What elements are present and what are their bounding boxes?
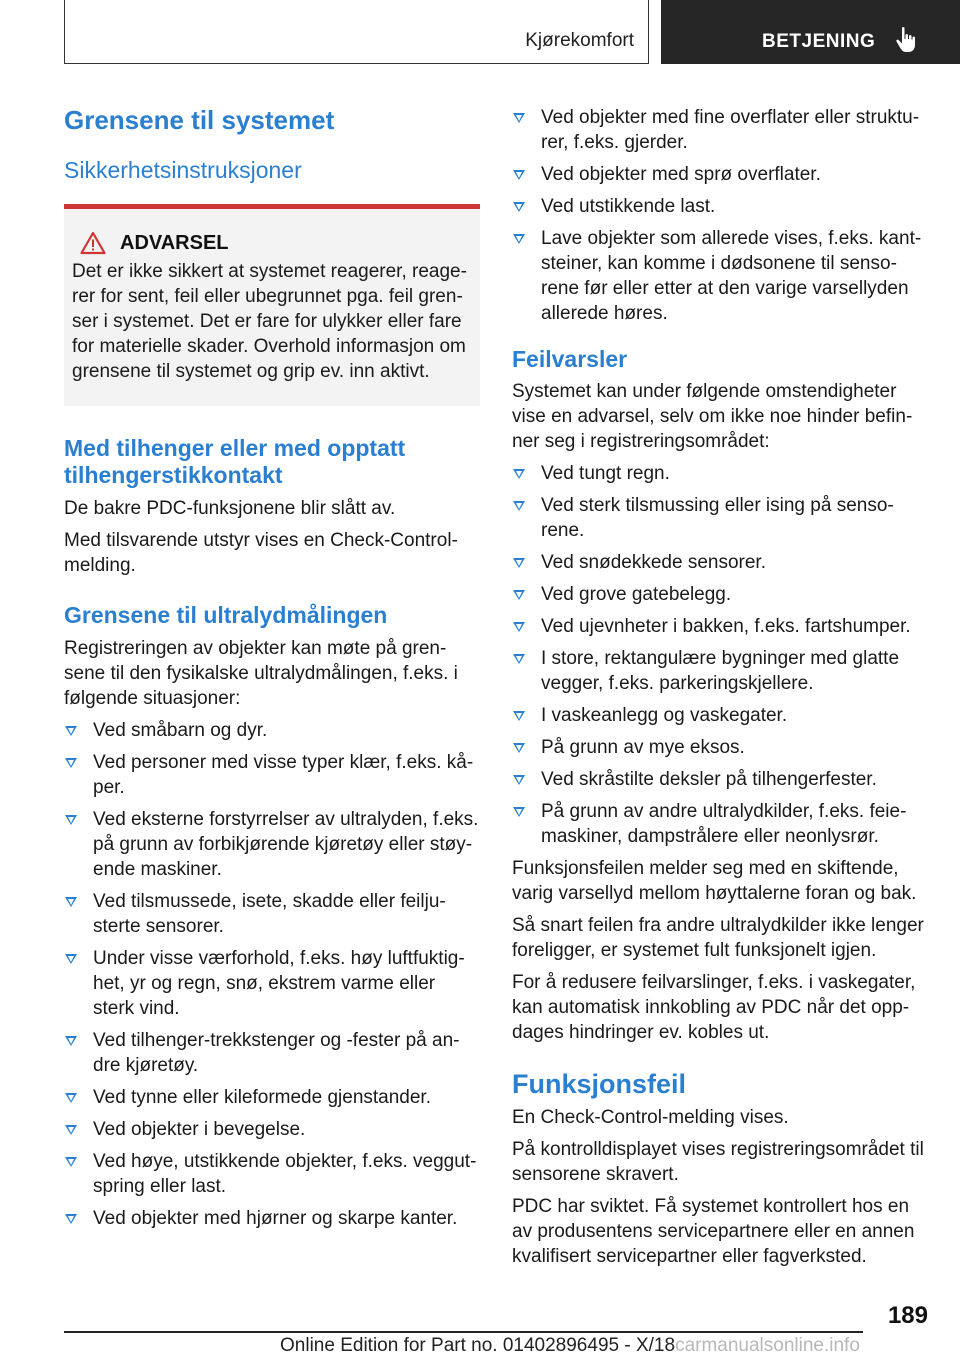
list-item: Ved skråstilte deksler på tilhengerfester.	[512, 767, 928, 792]
false-warnings-paragraph-2: Så snart feilen fra andre ultralydkilder ikke lenger foreligger, er systemet fult funksjonelt igjen.	[512, 915, 924, 961]
bullet-triangle-icon	[513, 711, 525, 721]
header-section-tab	[64, 0, 649, 64]
safety-heading: Sikkerhetsinstruksjoner	[64, 157, 302, 183]
warning-title: ADVARSEL	[120, 231, 229, 254]
bullet-triangle-icon	[65, 1125, 77, 1135]
bullet-triangle-icon	[65, 1214, 77, 1224]
list-item: Ved objekter med fine overflater eller strukturer, f.eks. gjerder.	[512, 105, 928, 155]
bullet-triangle-icon	[513, 558, 525, 568]
list-item: Ved tynne eller kileformede gjenstander.	[64, 1085, 480, 1110]
list-item: Ved personer med visse typer klær, f.eks. kåper.	[64, 750, 480, 800]
bullet-triangle-icon	[513, 622, 525, 632]
false-warnings-heading: Feilvarsler	[512, 346, 628, 372]
bullet-triangle-icon	[513, 775, 525, 785]
false-warnings-intro: Systemet kan under følgende omstendigheter vise en advarsel, selv om ikke noe hinder befinner seg i registreringsområdet:	[512, 381, 913, 452]
watermark: carmanualsonline.info	[675, 1335, 860, 1356]
bullet-triangle-icon	[65, 954, 77, 964]
malfunction-paragraph-1: En Check-Control-melding vises.	[512, 1107, 789, 1128]
footer-edition	[280, 1335, 860, 1357]
false-warnings-paragraph-3: For å redusere feilvarslinger, f.eks. i vaskegater, kan automatisk innkobling av PDC når det oppdages hindringer ev. kobles ut.	[512, 972, 916, 1043]
list-item: Ved grove gatebelegg.	[512, 582, 928, 607]
bullet-triangle-icon	[513, 113, 525, 123]
warning-box	[64, 204, 480, 406]
ultrasound-limits-list-continued	[512, 105, 928, 326]
list-item: På grunn av mye eksos.	[512, 735, 928, 760]
footer-divider	[64, 1331, 863, 1333]
header-chapter-title: BETJENING	[762, 31, 876, 52]
malfunction-paragraph-2: På kontrolldisplayet vises registreringsområdet til sensorene skravert.	[512, 1139, 924, 1185]
list-item: Ved utstikkende last.	[512, 194, 928, 219]
footer-edition-text: Online Edition for Part no. 01402896495 - X/18	[280, 1335, 676, 1356]
list-item: Lave objekter som allerede vises, f.eks. kantsteiner, kan komme i dødsonene til sensorene før eller etter at den varige varsellyden allerede høres.	[512, 226, 928, 326]
list-item: I vaskeanlegg og vaskegater.	[512, 703, 928, 728]
bullet-triangle-icon	[65, 1157, 77, 1167]
list-item: Under visse værforhold, f.eks. høy luftfuktighet, yr og regn, snø, ekstrem varme eller sterk vind.	[64, 946, 480, 1021]
malfunction-heading: Funksjonsfeil	[512, 1069, 687, 1099]
list-item: Ved snødekkede sensorer.	[512, 550, 928, 575]
warning-triangle-icon	[80, 231, 106, 255]
ultrasound-limits-list	[64, 718, 480, 1231]
ultrasound-intro: Registreringen av objekter kan møte på grensene til den fysikalske ultralydmålingen, f.eks. i følgende situasjoner:	[64, 638, 458, 709]
page-number: 189	[887, 1302, 928, 1329]
bullet-triangle-icon	[513, 170, 525, 180]
bullet-triangle-icon	[65, 726, 77, 736]
list-item: Ved småbarn og dyr.	[64, 718, 480, 743]
malfunction-paragraph-3: PDC har sviktet. Få systemet kontrollert hos en av produsentens servicepartnere eller en annen kvalifisert servicepartner eller fagverksted.	[512, 1196, 915, 1267]
main-heading: Grensene til systemet	[64, 105, 335, 135]
list-item: Ved ujevnheter i bakken, f.eks. fartshumper.	[512, 614, 928, 639]
bullet-triangle-icon	[513, 590, 525, 600]
bullet-triangle-icon	[513, 654, 525, 664]
header-section-title: Kjørekomfort	[525, 30, 634, 51]
false-warnings-list	[512, 461, 928, 849]
list-item: Ved eksterne forstyrrelser av ultralyden, f.eks. på grunn av forbikjørende kjøretøy eller støyende maskiner.	[64, 807, 480, 882]
ultrasound-heading: Grensene til ultralydmålingen	[64, 602, 388, 628]
header-chapter-tab	[661, 0, 960, 64]
bullet-triangle-icon	[513, 234, 525, 244]
list-item: Ved høye, utstikkende objekter, f.eks. veggutspring eller last.	[64, 1149, 480, 1199]
trailer-paragraph-2: Med tilsvarende utstyr vises en Check-Control-melding.	[64, 530, 458, 576]
list-item: I store, rektangulære bygninger med glatte vegger, f.eks. parkeringskjellere.	[512, 646, 928, 696]
bullet-triangle-icon	[513, 743, 525, 753]
list-item: Ved tungt regn.	[512, 461, 928, 486]
left-column	[64, 100, 480, 1238]
list-item: Ved tilsmussede, isete, skadde eller feiljusterte sensorer.	[64, 889, 480, 939]
false-warnings-paragraph-1: Funksjonsfeilen melder seg med en skiftende, varig varsellyd mellom høyttalerne foran og bak.	[512, 858, 917, 904]
trailer-heading: Med tilhenger eller med opptatt tilhengerstikkontakt	[64, 435, 406, 488]
bullet-triangle-icon	[513, 501, 525, 511]
hand-pointer-icon	[895, 26, 921, 54]
warning-text: Det er ikke sikkert at systemet reagerer, reagerer for sent, feil eller ubegrunnet pga. feil grenser i systemet. Det er fare for ulykker eller fare for materielle skader. Overhold informasjon om grensene til systemet og grip ev. inn aktivt.	[72, 261, 467, 382]
bullet-triangle-icon	[65, 1093, 77, 1103]
bullet-triangle-icon	[513, 202, 525, 212]
right-column	[512, 105, 928, 1269]
bullet-triangle-icon	[65, 758, 77, 768]
trailer-paragraph-1: De bakre PDC-funksjonene blir slått av.	[64, 498, 396, 519]
list-item: Ved tilhenger-trekkstenger og -fester på andre kjøretøy.	[64, 1028, 480, 1078]
list-item: På grunn av andre ultralydkilder, f.eks. feiemaskiner, dampstrålere eller neonlysrør.	[512, 799, 928, 849]
bullet-triangle-icon	[513, 469, 525, 479]
bullet-triangle-icon	[65, 897, 77, 907]
bullet-triangle-icon	[65, 815, 77, 825]
list-item: Ved objekter med sprø overflater.	[512, 162, 928, 187]
list-item: Ved objekter med hjørner og skarpe kanter.	[64, 1206, 480, 1231]
list-item: Ved objekter i bevegelse.	[64, 1117, 480, 1142]
bullet-triangle-icon	[513, 807, 525, 817]
bullet-triangle-icon	[65, 1036, 77, 1046]
list-item: Ved sterk tilsmussing eller ising på sensorene.	[512, 493, 928, 543]
